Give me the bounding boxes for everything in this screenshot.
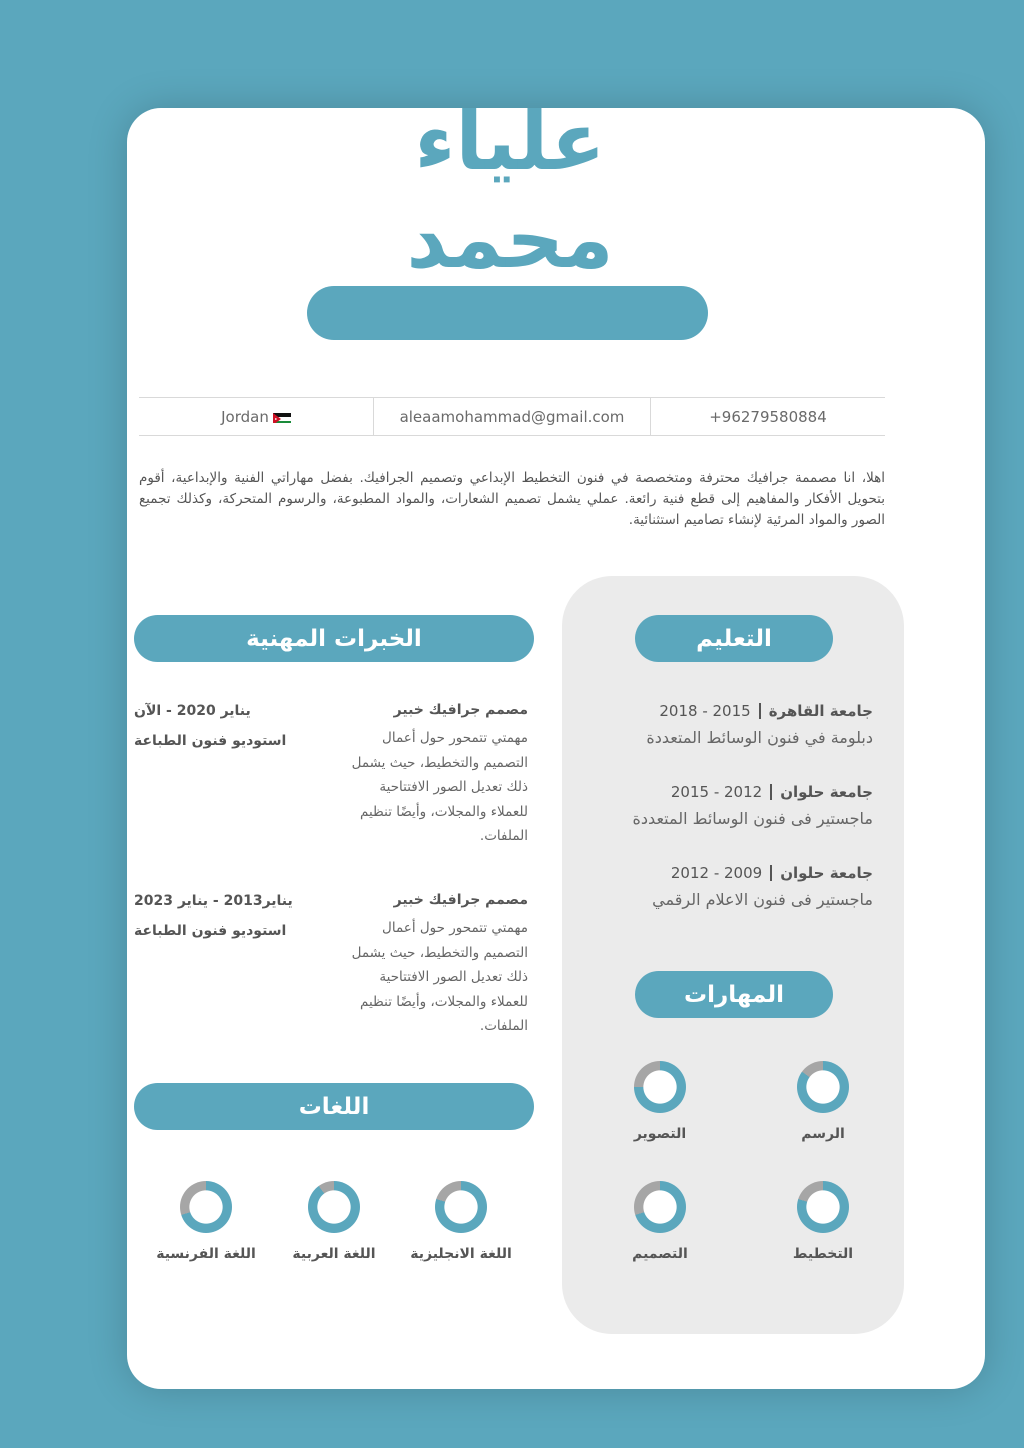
- language-ring: [180, 1181, 232, 1233]
- experience-item: [322, 702, 528, 849]
- skill-ring: [634, 1181, 686, 1233]
- education-item: [580, 702, 873, 747]
- experience-heading: الخبرات المهنية: [134, 615, 534, 662]
- skill-ring: [797, 1181, 849, 1233]
- contact-phone[interactable]: +96279580884: [709, 407, 827, 426]
- experience-item: [322, 892, 528, 1039]
- description-line: التصميم والتخطيط، حيث يشمل: [351, 944, 528, 961]
- education-degree: ماجستير فى فنون الوسائط المتعددة: [632, 809, 873, 828]
- experience-date: يناير 2020 - الآن: [134, 703, 251, 719]
- languages-heading: اللغات: [134, 1083, 534, 1130]
- education-years: 2012 - 2015: [670, 783, 763, 801]
- language-label: اللغة الانجليزية: [410, 1246, 512, 1262]
- education-years: 2015 - 2018: [659, 702, 751, 720]
- experience-role: مصمم جرافيك خبير: [393, 702, 528, 718]
- education-degree: دبلومة في فنون الوسائط المتعددة: [646, 728, 873, 747]
- experience-meta: [134, 886, 304, 946]
- education-item: [580, 783, 873, 828]
- education-years: 2009 - 2012: [670, 864, 763, 882]
- country-text: Jordan: [221, 407, 269, 426]
- language-ring: [435, 1181, 487, 1233]
- first-name: علياء: [414, 95, 606, 188]
- experience-company: استوديو فنون الطباعة: [134, 733, 287, 749]
- description-line: ذلك تعديل الصور الافتتاحية: [379, 779, 528, 795]
- contact-country: [139, 398, 374, 435]
- skills-heading: المهارات: [635, 971, 833, 1018]
- skill-ring: [797, 1061, 849, 1113]
- experience-description: [322, 726, 528, 849]
- title-banner: [307, 286, 708, 340]
- description-line: مهمتي تتمحور حول أعمال: [382, 920, 528, 936]
- contact-bar: [139, 397, 885, 436]
- education-university: جامعة حلوان: [780, 864, 873, 882]
- description-line: ذلك تعديل الصور الافتتاحية: [379, 969, 528, 985]
- experience-date: يناير2013 - يناير 2023: [134, 893, 293, 909]
- education-item: [580, 864, 873, 909]
- skill-label: التصوير: [633, 1126, 687, 1142]
- description-line: التصميم والتخطيط، حيث يشمل: [351, 754, 528, 771]
- description-line: الملفات.: [479, 1018, 528, 1034]
- about-paragraph: اهلا، انا مصممة جرافيك محترفة ومتخصصة في فنون التخطيط الإبداعي وتصميم الجرافيك. بفضل مهاراتي الفنية والإبداعية، أقوم بتحويل الأفكار والمفاهيم إلى قطع فنية رائعة. عملي يشمل تصميم الشعارات، والمواد المطبوعة، والرسوم المتحركة، وكذلك تجميع الصور والمواد المرئية لإنشاء تصاميم استثنائية.: [139, 470, 885, 528]
- description-line: الملفات.: [479, 828, 528, 844]
- description-line: للعملاء والمجلات، وأيضًا تنظيم: [359, 803, 528, 820]
- description-line: للعملاء والمجلات، وأيضًا تنظيم: [359, 993, 528, 1010]
- language-ring: [308, 1181, 360, 1233]
- skill-label: التخطيط: [792, 1246, 854, 1262]
- experience-company: استوديو فنون الطباعة: [134, 923, 287, 939]
- skill-label: التصميم: [632, 1246, 688, 1262]
- education-university: جامعة القاهرة: [768, 702, 873, 720]
- experience-role: مصمم جرافيك خبير: [393, 892, 528, 908]
- jordan-flag-icon: [273, 411, 291, 423]
- education-heading: التعليم: [635, 615, 833, 662]
- experience-meta: [134, 696, 304, 756]
- description-line: مهمتي تتمحور حول أعمال: [382, 730, 528, 746]
- language-label: اللغة العربية: [292, 1246, 376, 1262]
- education-university: جامعة حلوان: [780, 783, 873, 801]
- language-label: اللغة الفرنسية: [156, 1246, 256, 1262]
- last-name: محمد: [406, 193, 614, 286]
- education-panel: [562, 576, 904, 1334]
- skill-label: الرسم: [801, 1126, 845, 1142]
- education-degree: ماجستير فى فنون الاعلام الرقمي: [652, 890, 873, 909]
- skill-ring: [634, 1061, 686, 1113]
- experience-description: [322, 916, 528, 1039]
- contact-email[interactable]: aleaamohammad@gmail.com: [374, 398, 651, 435]
